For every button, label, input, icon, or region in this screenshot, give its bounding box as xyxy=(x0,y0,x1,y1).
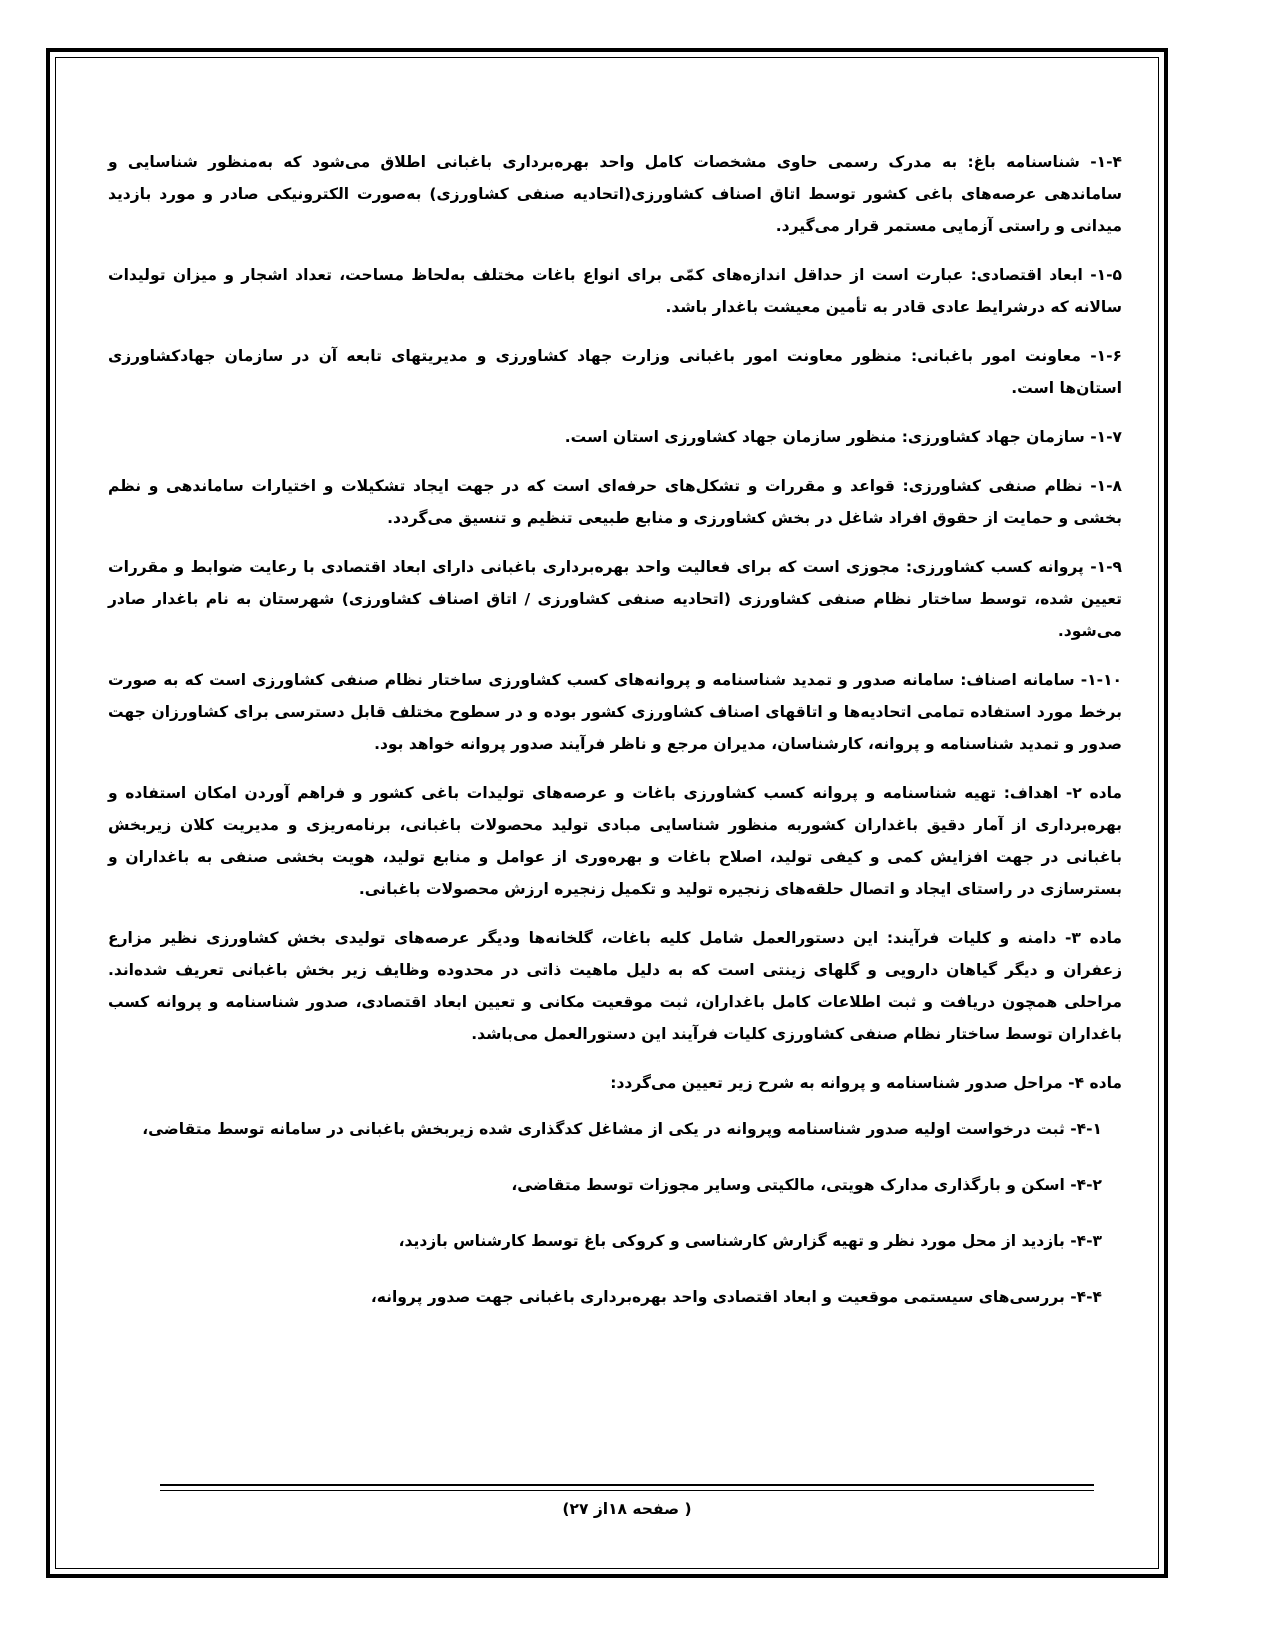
step-4-4: ۴-۴- بررسی‌های سیستمی موقعیت و ابعاد اقتصادی واحد بهره‌برداری باغبانی جهت صدور پروانه، xyxy=(370,1288,1102,1306)
step-4-3: ۴-۳- بازدید از محل مورد نظر و تهیه گزارش کارشناسی و کروکی باغ توسط کارشناس بازدید، xyxy=(398,1232,1102,1250)
step-4-1: ۴-۱- ثبت درخواست اولیه صدور شناسنامه وپروانه در یکی از مشاغل کدگذاری شده زیربخش باغبانی در سامانه توسط متقاضی، xyxy=(142,1120,1102,1138)
definition-1-10: ۱-۱۰- سامانه اصناف: سامانه صدور و تمدید شناسنامه و پروانه‌های کسب کشاورزی ساختار نظام صنفی کشاورزی است که به صورت برخط مورد استفاده تمامی اتحادیه‌ها و اتاقهای اصناف کشاورزی کشور بوده و در سطوح مختلف قابل دسترسی برای کشاورزان جهت صدور و تمدید شناسنامه و پروانه، کارشناسان، مدیران مرجع و ناظر فرآیند صدور پروانه خواهد بود. xyxy=(108,671,1122,753)
definition-1-4: ۱-۴- شناسنامه باغ: به مدرک رسمی حاوی مشخصات کامل واحد بهره‌برداری باغبانی اطلاق می‌شود که به‌منظور شناسایی و ساماندهی عرصه‌های باغی کشور توسط اتاق اصناف کشاورزی(اتحادیه صنفی کشاورزی) به‌صورت الکترونیکی صادر و مورد بازدید میدانی و راستی آزمایی مستمر قرار می‌گیرد. xyxy=(108,153,1122,235)
footer-divider-thin xyxy=(160,1490,1094,1491)
step-4-2: ۴-۲- اسکن و بارگذاری مدارک هویتی، مالکیتی وسایر مجوزات توسط متقاضی، xyxy=(511,1176,1102,1194)
definition-1-6: ۱-۶- معاونت امور باغبانی: منظور معاونت امور باغبانی وزارت جهاد کشاورزی و مدیریتهای تابعه آن در سازمان جهادکشاورزی استان‌ها است. xyxy=(108,347,1122,397)
article-3-scope: ماده ۳- دامنه و کلیات فرآیند: این دستورالعمل شامل کلیه باغات، گلخانه‌ها ودیگر عرصه‌های تولیدی بخش کشاورزی نظیر مزارع زعفران و دیگر گیاهان دارویی و گلهای زینتی است که به دلیل ماهیت ذاتی در محدوده وظایف زیر بخش باغبانی تعریف شده‌اند. مراحلی همچون دریافت و ثبت اطلاعات کامل باغداران، ثبت موقعیت مکانی و تعیین ابعاد اقتصادی، صدور شناسنامه و پروانه کسب باغداران توسط ساختار نظام صنفی کشاورزی کلیات فرآیند این دستورالعمل می‌باشد. xyxy=(108,929,1122,1043)
definition-1-7: ۱-۷- سازمان جهاد کشاورزی: منظور سازمان جهاد کشاورزی استان است. xyxy=(564,428,1122,446)
article-4-heading: ماده ۴- مراحل صدور شناسنامه و پروانه به شرح زیر تعیین می‌گردد: xyxy=(610,1074,1122,1092)
definition-1-8: ۱-۸- نظام صنفی کشاورزی: قواعد و مقررات و تشکل‌های حرفه‌ای است که در جهت ایجاد تشکیلات و اختیارات ساماندهی و نظم بخشی و حمایت از حقوق افراد شاغل در بخش کشاورزی و منابع طبیعی تنظیم و تنسیق می‌گردد. xyxy=(108,477,1122,527)
definition-1-5: ۱-۵- ابعاد اقتصادی: عبارت است از حداقل اندازه‌های کمّی برای انواع باغات مختلف به‌لحاظ مساحت، تعداد اشجار و میزان تولیدات سالانه که درشرایط عادی قادر به تأمین معیشت باغدار باشد. xyxy=(108,266,1122,316)
document-body xyxy=(108,146,1122,1337)
definition-1-9: ۱-۹- پروانه کسب کشاورزی: مجوزی است که برای فعالیت واحد بهره‌برداری باغبانی دارای ابعاد اقتصادی با رعایت ضوابط و مقررات تعیین شده، توسط ساختار نظام صنفی کشاورزی (اتحادیه صنفی کشاورزی / اتاق اصناف کشاورزی) شهرستان به نام باغدار صادر می‌شود. xyxy=(108,558,1122,640)
page-number: ( صفحه ۱۸از ۲۷) xyxy=(562,1500,692,1518)
article-2-goals: ماده ۲- اهداف: تهیه شناسنامه و پروانه کسب کشاورزی باغات و عرصه‌های تولیدات باغی کشور و فراهم آوردن امکان استفاده و بهره‌برداری از آمار دقیق باغداران کشوربه منظور شناسایی مبادی تولید محصولات باغبانی، برنامه‌ریزی و مدیریت کلان زیربخش باغبانی در جهت افزایش کمی و کیفی تولید، اصلاح باغات و بهره‌وری از عوامل و منابع تولید، هویت بخشی صنفی به باغداران و بسترسازی در راستای ایجاد و اتصال حلقه‌های زنجیره تولید و تکمیل زنجیره ارزش محصولات باغبانی. xyxy=(108,784,1122,898)
footer-divider-thick xyxy=(160,1484,1094,1486)
